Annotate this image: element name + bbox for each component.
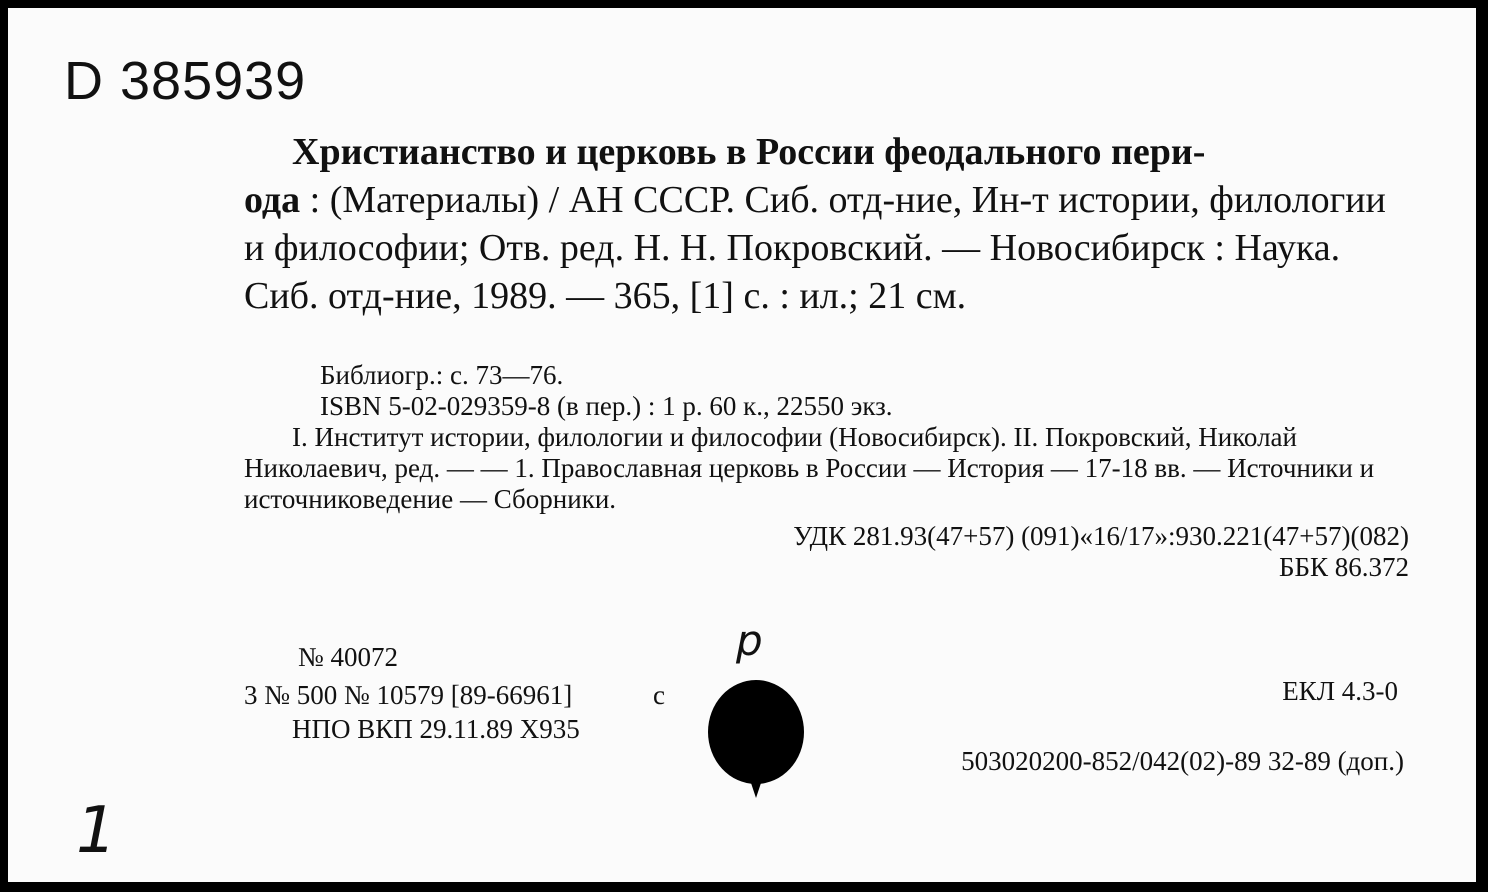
title-block [244, 128, 1404, 320]
order-line-suffix: с [653, 680, 665, 710]
title-bold: Христианство и церковь в России феодального пери- [292, 131, 1206, 173]
isbn-note: ISBN 5-02-029359-8 (в пер.) : 1 р. 60 к., 22550 экз. [320, 391, 893, 421]
tracing-entries: I. Институт истории, филологии и философии (Новосибирск). II. Покровский, Николай Николаевич, ред. — — 1. Православная церковь в России — История — 17-18 вв. — Источники и источниковедение — Сборники. [244, 422, 1375, 514]
order-line [244, 680, 665, 711]
order-line-text: 3 № 500 № 10579 [89-66961] [244, 680, 573, 710]
bbk-classification: ББК 86.372 [1278, 552, 1409, 582]
ink-blot-tail [746, 768, 766, 798]
ekl-code: ЕКЛ 4.3-0 [1282, 676, 1398, 706]
npo-line: НПО ВКП 29.11.89 Х935 [292, 714, 580, 744]
title-bold-continued: ода [244, 179, 301, 221]
notes-block [244, 360, 1409, 583]
catalog-card [6, 6, 1478, 884]
card-number: № 40072 [298, 642, 399, 672]
bibliography-note: Библиогр.: с. 73—76. [320, 360, 564, 390]
call-number: D 385939 [64, 51, 307, 111]
handwritten-mark-1: 1 [76, 794, 117, 868]
handwritten-mark-p: р [736, 616, 763, 665]
title-description: : (Материалы) / АН СССР. Сиб. отд-ние, Ин-т истории, филологии и философии; Отв. ред. Н. Н. Покровский. — Новосибирск : Наука. Сиб. отд-ние, 1989. — 365, [1] с. : ил.; 21 см. [244, 179, 1386, 317]
publication-code: 503020200-852/042(02)-89 32-89 (доп.) [961, 746, 1404, 776]
udk-classification: УДК 281.93(47+57) (091)«16/17»:930.221(47+57)(082) [793, 521, 1409, 551]
